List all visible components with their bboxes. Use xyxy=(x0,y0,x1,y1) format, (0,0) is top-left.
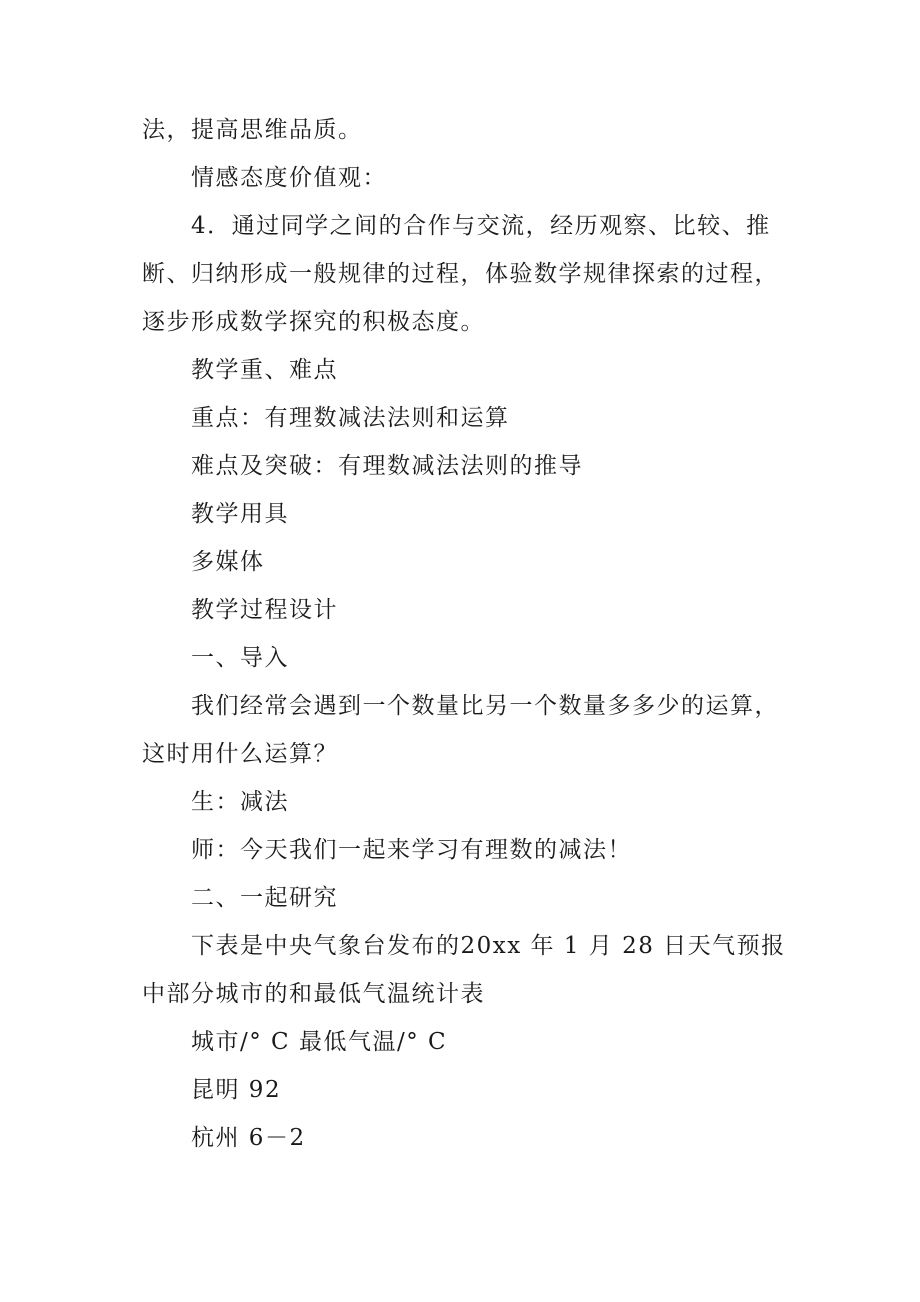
section-introduction: 一、导入 xyxy=(191,645,289,671)
objective-4-line-2: 断、归纳形成一般规律的过程，体验数学规律探索的过程， xyxy=(142,261,779,287)
intro-question-line-1: 我们经常会遇到一个数量比另一个数量多多少的运算， xyxy=(191,693,779,719)
teaching-tools-value: 多媒体 xyxy=(191,549,265,575)
table-intro-line-1: 下表是中央气象台发布的20xx 年 1 月 28 日天气预报 xyxy=(191,933,786,959)
key-point-line: 重点：有理数减法法则和运算 xyxy=(191,405,510,431)
table-row-hangzhou: 杭州 6－2 xyxy=(191,1125,306,1151)
table-header-row: 城市/° C 最低气温/° C xyxy=(191,1029,448,1055)
heading-teaching-process: 教学过程设计 xyxy=(191,597,338,623)
table-intro-line-2: 中部分城市的和最低气温统计表 xyxy=(142,981,485,1007)
objective-4-line-3: 逐步形成数学探究的积极态度。 xyxy=(142,309,485,335)
section-label-affective-goals: 情感态度价值观： xyxy=(191,165,387,191)
heading-teaching-tools: 教学用具 xyxy=(191,501,289,527)
table-row-kunming: 昆明 92 xyxy=(191,1077,282,1103)
teacher-statement: 师：今天我们一起来学习有理数的减法！ xyxy=(191,837,632,863)
intro-question-line-2: 这时用什么运算？ xyxy=(142,741,338,767)
heading-key-difficult-points: 教学重、难点 xyxy=(191,357,338,383)
paragraph-line: 法，提高思维品质。 xyxy=(142,117,363,143)
student-answer: 生：减法 xyxy=(191,789,289,815)
difficult-point-line: 难点及突破：有理数减法法则的推导 xyxy=(191,453,583,479)
objective-4-line-1: 4．通过同学之间的合作与交流，经历观察、比较、推 xyxy=(191,213,771,239)
section-research: 二、一起研究 xyxy=(191,885,338,911)
